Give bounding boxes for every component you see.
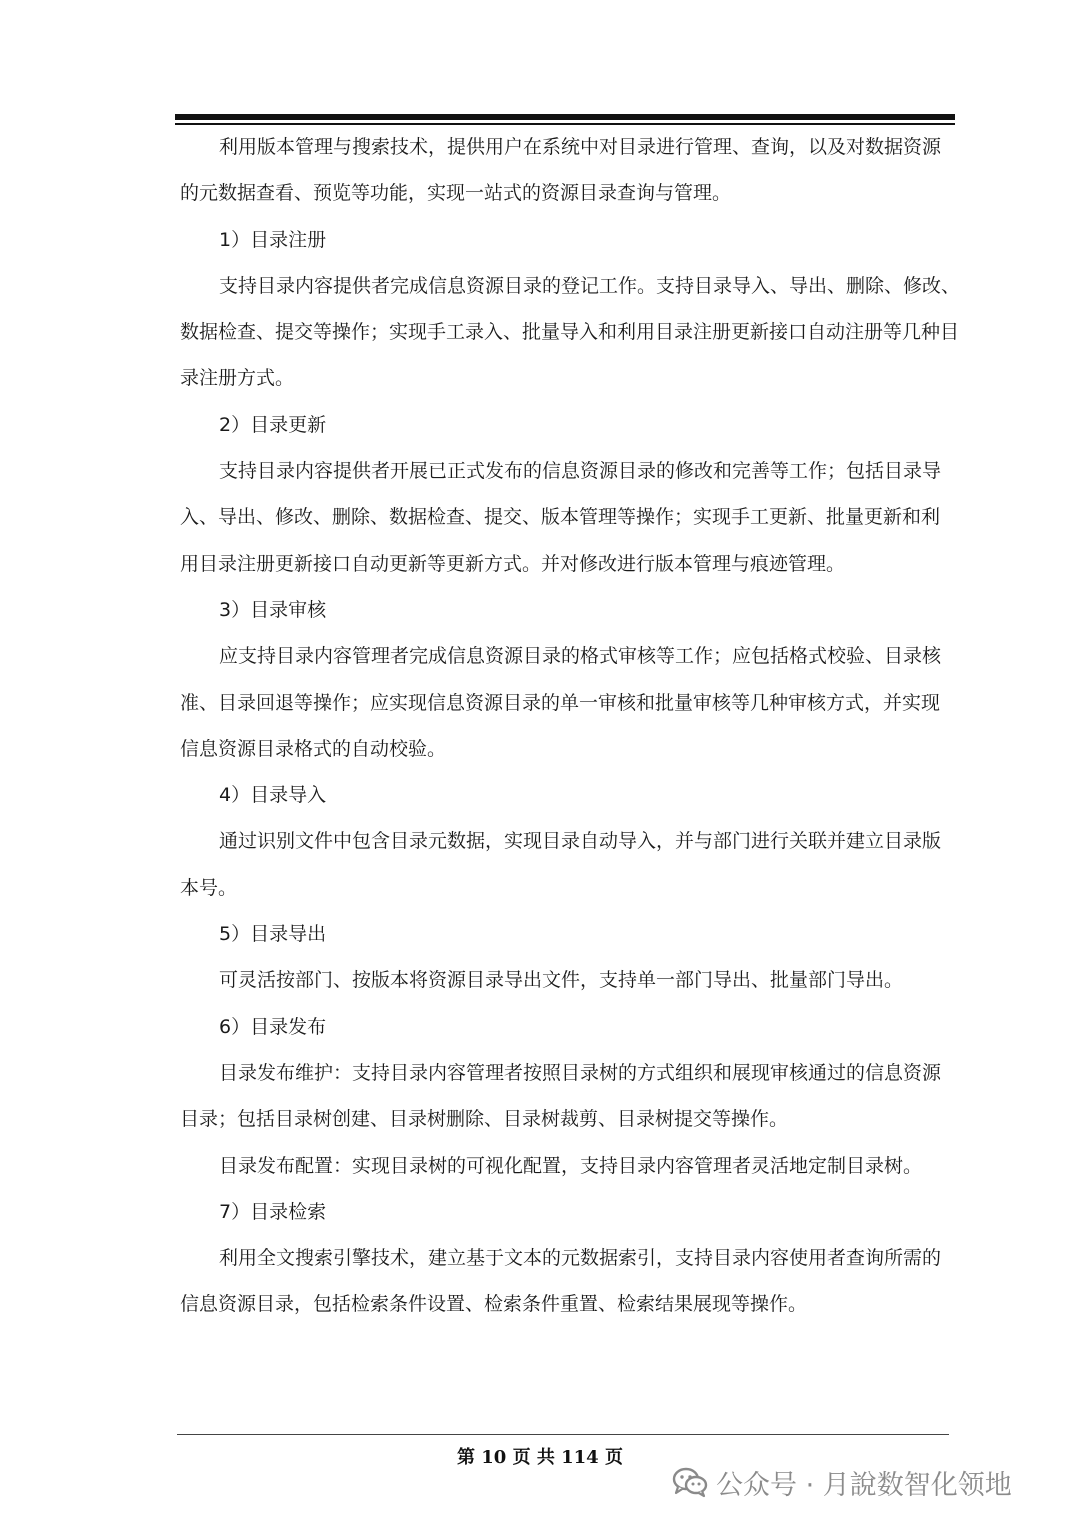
text-line: 本号。 <box>180 876 238 899</box>
text-line: 利用版本管理与搜索技术，提供用户在系统中对目录进行管理、查询，以及对数据资源 <box>219 136 942 158</box>
text-line: 3）目录审核 <box>219 598 327 621</box>
text-line: 5）目录导出 <box>219 923 327 946</box>
text-line: 信息资源目录格式的自动校验。 <box>180 737 447 760</box>
document-body <box>180 124 961 1328</box>
text-line: 准、目录回退等操作；应实现信息资源目录的单一审核和批量审核等几种审核方式，并实现 <box>180 691 941 714</box>
text-line: 4）目录导入 <box>219 784 327 807</box>
text-line: 利用全文搜索引擎技术，建立基于文本的元数据索引，支持目录内容使用者查询所需的 <box>219 1247 942 1270</box>
text-line: 数据检查、提交等操作；实现手工录入、批量导入和利用目录注册更新接口自动注册等几种目 <box>180 321 960 344</box>
text-line: 通过识别文件中包含目录元数据，实现目录自动导入，并与部门进行关联并建立目录版 <box>219 830 942 853</box>
text-line: 可灵活按部门、按版本将资源目录导出文件，支持单一部门导出、批量部门导出。 <box>219 969 904 992</box>
text-line: 目录发布配置：实现目录树的可视化配置，支持目录内容管理者灵活地定制目录树。 <box>219 1154 923 1177</box>
text-line: 2）目录更新 <box>219 413 327 436</box>
header-rule-thick <box>175 114 955 120</box>
wechat-icon <box>672 1466 708 1498</box>
footer-rule <box>177 1434 949 1435</box>
text-line: 目录；包括目录树创建、目录树删除、目录树裁剪、目录树提交等操作。 <box>180 1108 789 1131</box>
watermark-text: 公众号 · 月說数智化领地 <box>716 1469 1012 1501</box>
text-line: 1）目录注册 <box>219 228 327 251</box>
text-line: 支持目录内容提供者完成信息资源目录的登记工作。支持目录导入、导出、删除、修改、 <box>219 274 961 297</box>
watermark <box>672 1462 1012 1502</box>
text-line: 的元数据查看、预览等功能，实现一站式的资源目录查询与管理。 <box>180 182 732 205</box>
text-line: 录注册方式。 <box>180 367 295 390</box>
text-line: 用目录注册更新接口自动更新等更新方式。并对修改进行版本管理与痕迹管理。 <box>180 552 846 575</box>
page-number: 第 10 页 共 114 页 <box>457 1447 623 1468</box>
text-line: 7）目录检索 <box>219 1200 327 1223</box>
text-line: 支持目录内容提供者开展已正式发布的信息资源目录的修改和完善等工作；包括目录导 <box>219 460 942 483</box>
text-line: 应支持目录内容管理者完成信息资源目录的格式审核等工作；应包括格式校验、目录核 <box>219 645 942 668</box>
text-line: 目录发布维护：支持目录内容管理者按照目录树的方式组织和展现审核通过的信息资源 <box>219 1061 942 1084</box>
text-line: 信息资源目录，包括检索条件设置、检索条件重置、检索结果展现等操作。 <box>180 1293 808 1316</box>
text-line: 6）目录发布 <box>219 1015 327 1038</box>
text-line: 入、导出、修改、删除、数据检查、提交、版本管理等操作；实现手工更新、批量更新和利 <box>180 506 941 529</box>
